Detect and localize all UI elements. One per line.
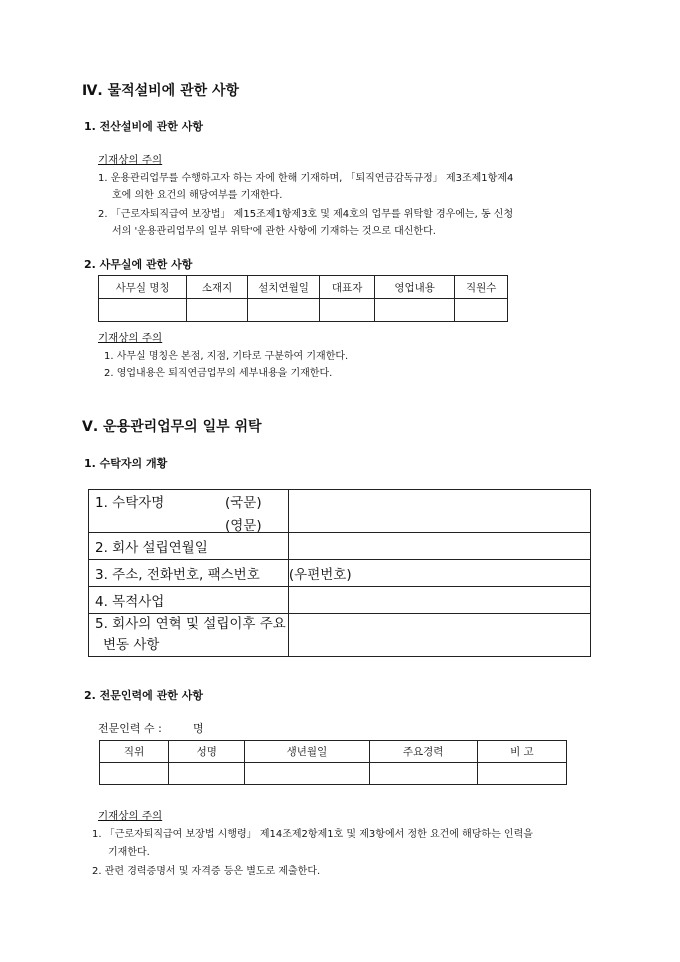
table-header-cell: 사무실 명칭 xyxy=(99,276,187,299)
table-row xyxy=(99,299,508,322)
subsection-4-1-heading: 1. 전산설비에 관한 사항 xyxy=(84,120,203,133)
table-header-cell: 대표자 xyxy=(320,276,375,299)
postal-code-label: (우편번호) xyxy=(288,567,352,583)
table-cell[interactable] xyxy=(369,763,477,785)
history-label xyxy=(89,614,289,657)
note-line: 2. 관련 경력증명서 및 자격증 등은 별도로 제출한다. xyxy=(92,866,321,877)
table-cell[interactable] xyxy=(320,299,375,322)
note-line: 1. 사무실 명칭은 본점, 지점, 기타로 구분하여 기재한다. xyxy=(104,351,349,362)
address-value[interactable] xyxy=(288,560,590,587)
table-row xyxy=(89,533,591,560)
note-line: 2. 영업내용은 퇴직연금업무의 세부내용을 기재한다. xyxy=(104,368,333,379)
table-cell[interactable] xyxy=(100,763,169,785)
note-title: 기재상의 주의 xyxy=(98,810,163,822)
table-header-cell: 생년월일 xyxy=(245,741,369,763)
subsection-5-2-heading: 2. 전문인력에 관한 사항 xyxy=(84,689,203,702)
row-label: 3. 주소, 전화번호, 팩스번호 xyxy=(89,560,289,587)
trustee-name-label xyxy=(89,490,289,533)
table-row xyxy=(89,614,591,657)
founding-date-value[interactable] xyxy=(288,533,590,560)
table-header-cell: 성명 xyxy=(169,741,245,763)
note-line: 2. 「근로자퇴직급여 보장법」 제15조제1항제3호 및 제4호의 업무를 위탁할 경우에는, 동 신청 xyxy=(98,209,514,220)
table-row xyxy=(89,490,591,533)
trustee-overview-table xyxy=(88,489,591,657)
note-line: 1. 운용관리업무를 수행하고자 하는 자에 한해 기재하며, 「퇴직연금감독규정」 제3조제1항제4 xyxy=(98,173,514,184)
table-header-cell: 영업내용 xyxy=(374,276,454,299)
note-line: 서의 '운용관리업무의 일부 위탁'에 관한 사항에 기재하는 것으로 대신한다. xyxy=(112,226,436,237)
note-line: 기재한다. xyxy=(108,847,150,858)
table-cell[interactable] xyxy=(99,299,187,322)
row-label: 2. 회사 설립연월일 xyxy=(89,533,289,560)
office-table xyxy=(98,275,508,322)
subsection-4-2-heading: 2. 사무실에 관한 사항 xyxy=(84,258,193,271)
table-header-cell: 직원수 xyxy=(455,276,508,299)
row-label: 1. 수탁자명 xyxy=(95,495,165,511)
table-row xyxy=(89,560,591,587)
table-header-cell: 주요경력 xyxy=(369,741,477,763)
note-line: 호에 의한 요건의 해당여부를 기재한다. xyxy=(112,190,283,201)
subsection-5-1-heading: 1. 수탁자의 개황 xyxy=(84,457,168,470)
table-cell[interactable] xyxy=(455,299,508,322)
table-header-row xyxy=(99,276,508,299)
table-header-cell: 설치연월일 xyxy=(247,276,319,299)
table-cell[interactable] xyxy=(477,763,566,785)
staff-count-label: 전문인력 수 : xyxy=(98,722,162,735)
section-5-heading: Ⅴ. 운용관리업무의 일부 위탁 xyxy=(82,419,262,435)
row-label: 4. 목적사업 xyxy=(89,587,289,614)
table-cell[interactable] xyxy=(374,299,454,322)
table-cell[interactable] xyxy=(187,299,248,322)
section-4-heading: Ⅳ. 물적설비에 관한 사항 xyxy=(82,83,240,99)
trustee-name-value[interactable] xyxy=(288,490,590,533)
note-title: 기재상의 주의 xyxy=(98,332,163,344)
english-name-label: (영문) xyxy=(225,518,262,534)
korean-name-label: (국문) xyxy=(225,495,262,511)
table-cell[interactable] xyxy=(247,299,319,322)
table-header-cell: 비 고 xyxy=(477,741,566,763)
row-label: 변동 사항 xyxy=(103,637,160,653)
business-purpose-value[interactable] xyxy=(288,587,590,614)
table-row xyxy=(100,763,567,785)
table-header-cell: 직위 xyxy=(100,741,169,763)
table-row xyxy=(89,587,591,614)
note-title: 기재상의 주의 xyxy=(98,154,163,166)
table-cell[interactable] xyxy=(245,763,369,785)
row-label: 5. 회사의 연혁 및 설립이후 주요 xyxy=(95,616,286,632)
note-line: 1. 「근로자퇴직급여 보장법 시행령」 제14조제2항제1호 및 제3항에서 정한 요건에 해당하는 인력을 xyxy=(92,829,533,840)
history-value[interactable] xyxy=(288,614,590,657)
staff-table xyxy=(99,740,567,785)
staff-count-unit: 명 xyxy=(193,722,204,735)
table-header-cell: 소재지 xyxy=(187,276,248,299)
table-header-row xyxy=(100,741,567,763)
table-cell[interactable] xyxy=(169,763,245,785)
